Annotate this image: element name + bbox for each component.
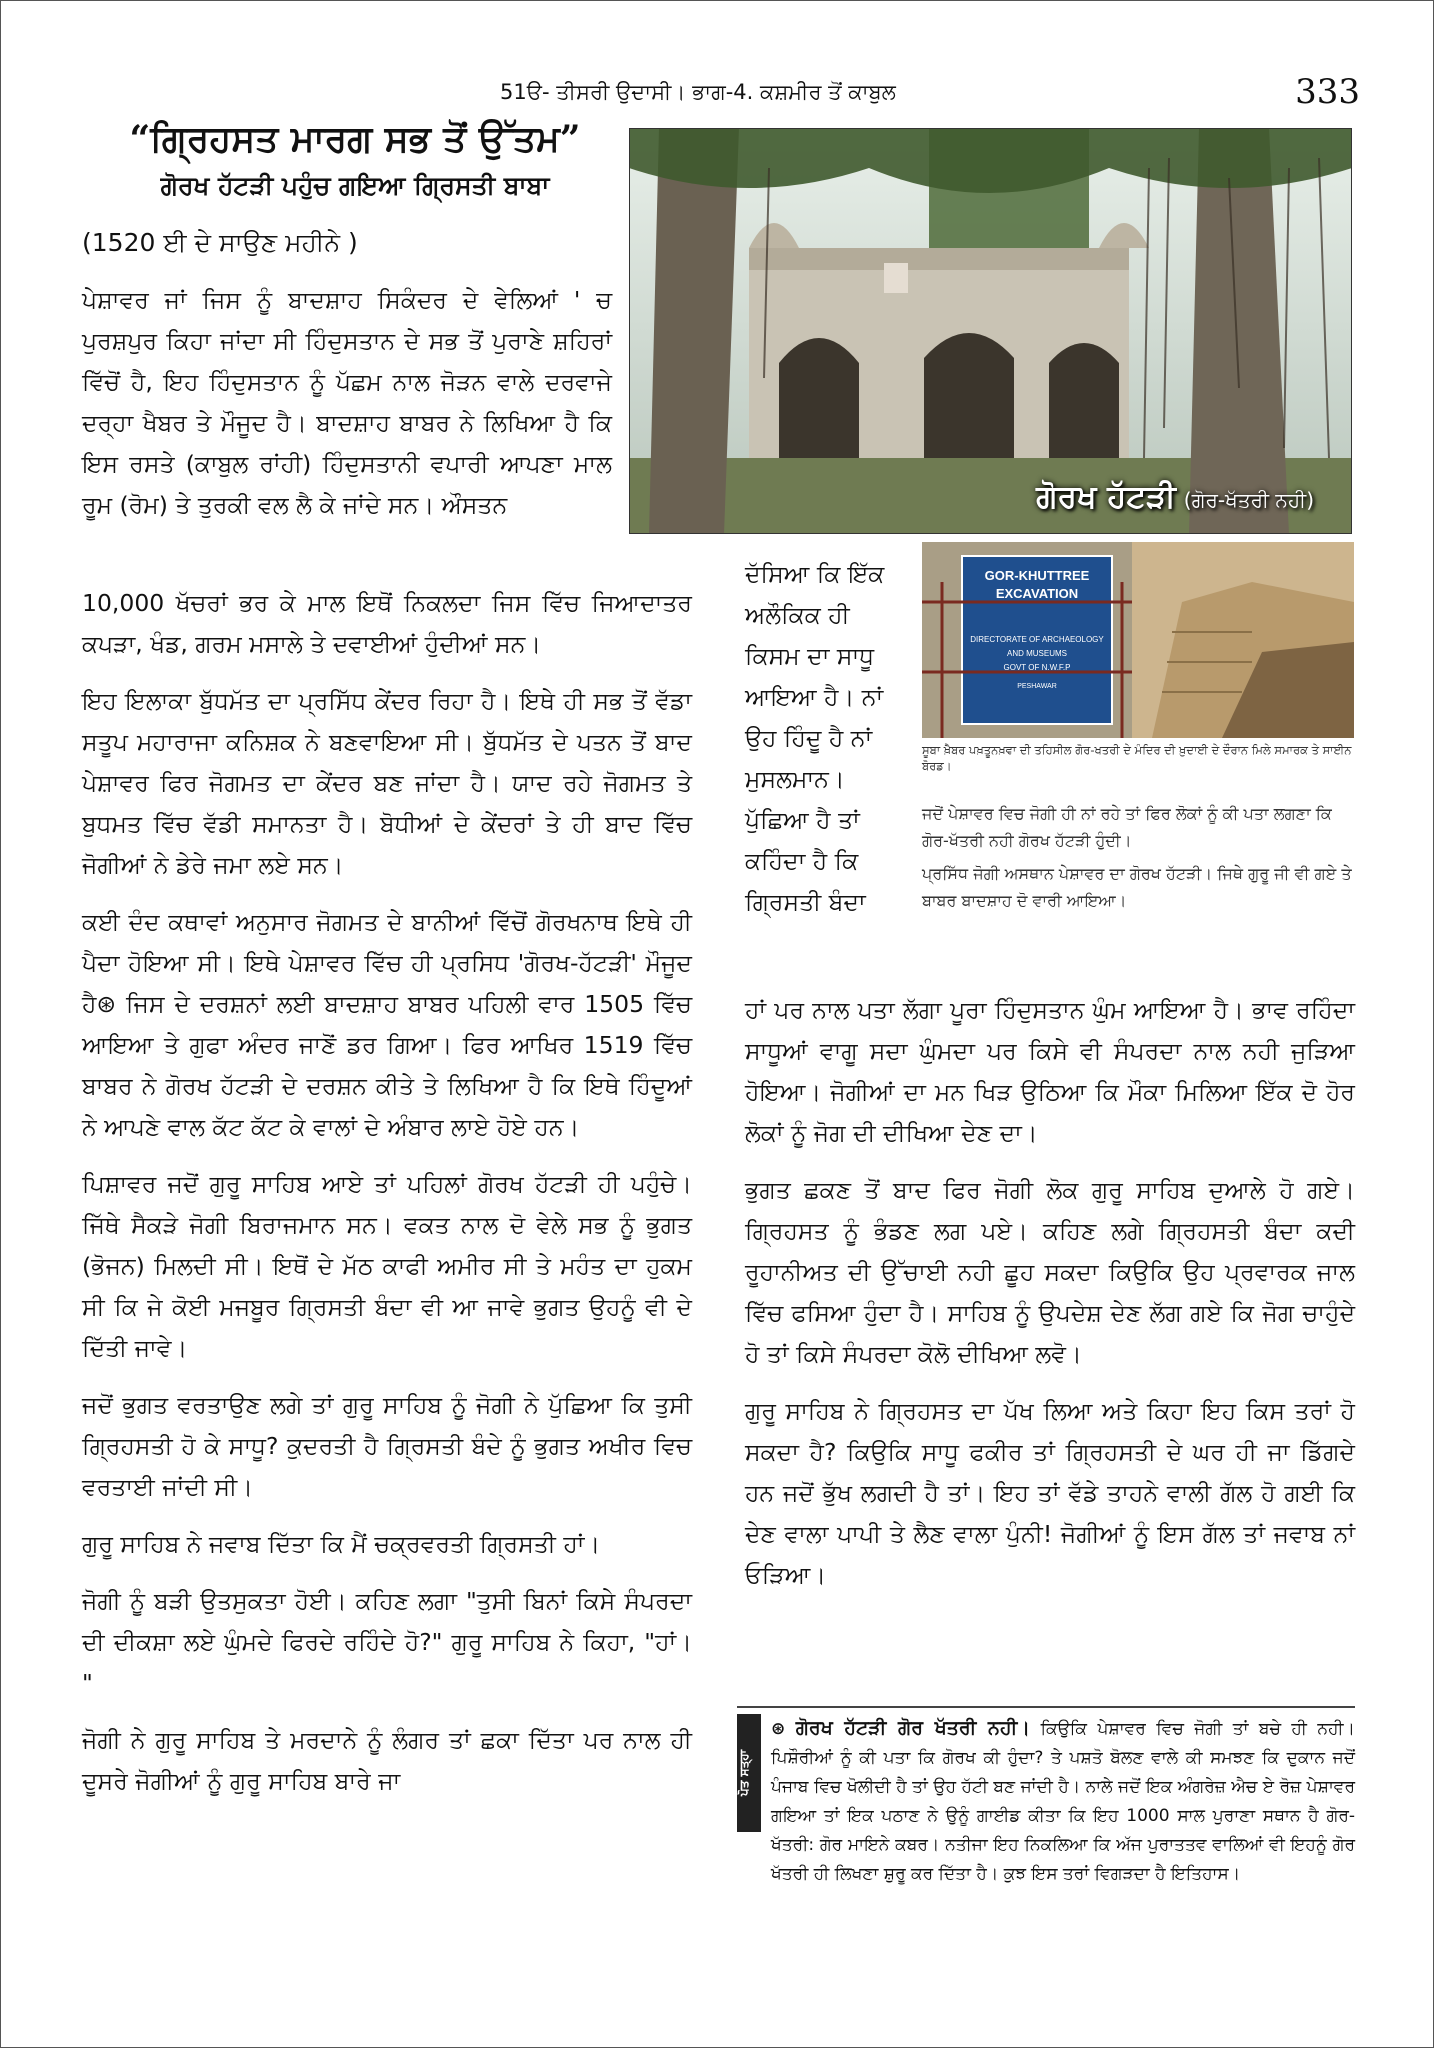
paragraph: ਹਾਂ ਪਰ ਨਾਲ ਪਤਾ ਲੱਗਾ ਪੂਰਾ ਹਿੰਦੁਸਤਾਨ ਘੁੰਮ ਆਇਆ ਹੈ। ਭਾਵ ਰਹਿੰਦਾ ਸਾਧੂਆਂ ਵਾਗੂ ਸਦਾ ਘੁੰਮਦਾ ਪਰ ਕਿਸੇ ਵੀ ਸੰਪਰਦਾ ਨਾਲ ਨਹੀ ਜੁੜਿਆ ਹੋਇਆ। ਜੋਗੀਆਂ ਦਾ ਮਨ ਖਿੜ ਉਠਿਆ ਕਿ ਮੌਕਾ ਮਿਲਿਆ ਇੱਕ ਦੋ ਹੋਰ ਲੋਕਾਂ ਨੂੰ ਜੋਗ ਦੀ ਦੀਖਿਆ ਦੇਣ ਦਾ। — [745, 996, 1355, 1147]
side-note: ਪ੍ਰਸਿੱਧ ਜੋਗੀ ਅਸਥਾਨ ਪੇਸ਼ਾਵਰ ਦਾ ਗੋਰਖ ਹੱਟੜੀ। ਜਿਥੇ ਗੁਰੂ ਜੀ ਵੀ ਗਏ ਤੇ ਬਾਬਰ ਬਾਦਸ਼ਾਹ ਦੋ ਵਾਰੀ ਆਇਆ। — [922, 864, 1352, 910]
side-notes — [922, 800, 1354, 920]
sign-line-2: EXCAVATION — [995, 586, 1079, 601]
paragraph: ਦੱਸਿਆ ਕਿ ਇੱਕ ਅਲੌਕਿਕ ਹੀ ਕਿਸਮ ਦਾ ਸਾਧੂ ਆਇਆ ਹੈ। ਨਾਂ ਉਹ ਹਿੰਦੂ ਹੈ ਨਾਂ ਮੁਸਲਮਾਨ। ਪੁੱਛਿਆ ਹੈ ਤਾਂ ਕਹਿੰਦਾ ਹੈ ਕਿ ਗ੍ਰਿਸਤੀ ਬੰਦਾ — [745, 560, 885, 916]
paragraph: ਜੋਗੀ ਨੂੰ ਬੜੀ ਉਤਸੁਕਤਾ ਹੋਈ। ਕਹਿਣ ਲਗਾ "ਤੁਸੀ ਬਿਨਾਂ ਕਿਸੇ ਸੰਪਰਦਾ ਦੀ ਦੀਕਸ਼ਾ ਲਏ ਘੁੰਮਦੇ ਫਿਰਦੇ ਰਹਿੰਦੇ ਹੋ?" ਗੁਰੂ ਸਾਹਿਬ ਨੇ ਕਿਹਾ, "ਹਾਂ। " — [82, 1587, 692, 1697]
paragraph: ਗੁਰੂ ਸਾਹਿਬ ਨੇ ਜਵਾਬ ਦਿੱਤਾ ਕਿ ਮੈਂ ਚਕ੍ਰਵਰਤੀ ਗ੍ਰਿਸਤੀ ਹਾਂ। — [82, 1530, 601, 1558]
temple-illustration — [629, 128, 1352, 534]
running-header — [500, 72, 1360, 122]
paragraph: ਪੇਸ਼ਾਵਰ ਜਾਂ ਜਿਸ ਨੂੰ ਬਾਦਸ਼ਾਹ ਸਿਕੰਦਰ ਦੇ ਵੇਲਿਆਂ ' ਚ ਪੁਰਸ਼ਪੁਰ ਕਿਹਾ ਜਾਂਦਾ ਸੀ ਹਿੰਦੁਸਤਾਨ ਦੇ ਸਭ ਤੋਂ ਪੁਰਾਣੇ ਸ਼ਹਿਰਾਂ ਵਿੱਚੋਂ ਹੈ, ਇਹ ਹਿੰਦੁਸਤਾਨ ਨੂੰ ਪੱਛਮ ਨਾਲ ਜੋੜਨ ਵਾਲੇ ਦਰਵਾਜੇ ਦਰ੍ਹਾ ਖੈਬਰ ਤੇ ਮੌਜੂਦ ਹੈ। ਬਾਦਸ਼ਾਹ ਬਾਬਰ ਨੇ ਲਿਖਿਆ ਹੈ ਕਿ ਇਸ ਰਸਤੇ (ਕਾਬੁਲ ਰਾਂਹੀ) ਹਿੰਦੁਸਤਾਨੀ ਵਪਾਰੀ ਆਪਣਾ ਮਾਲ ਰੂਮ (ਰੋਮ) ਤੇ ਤੁਰਕੀ ਵਲ ਲੈ ਕੇ ਜਾਂਦੇ ਸਨ। ਔਸਤਨ — [82, 286, 612, 519]
paragraph: ਕਈ ਦੰਦ ਕਥਾਵਾਂ ਅਨੁਸਾਰ ਜੋਗਮਤ ਦੇ ਬਾਨੀਆਂ ਵਿੱਚੋਂ ਗੋਰਖਨਾਥ ਇਥੇ ਹੀ ਪੈਦਾ ਹੋਇਆ ਸੀ। ਇਥੇ ਪੇਸ਼ਾਵਰ ਵਿੱਚ ਹੀ ਪ੍ਰਸਿਧ 'ਗੋਰਖ-ਹੱਟੜੀ' ਮੌਜੂਦ ਹੈ⊛ ਜਿਸ ਦੇ ਦਰਸ਼ਨਾਂ ਲਈ ਬਾਦਸ਼ਾਹ ਬਾਬਰ ਪਹਿਲੀ ਵਾਰ 1505 ਵਿੱਚ ਆਇਆ ਤੇ ਗੁਫਾ ਅੰਦਰ ਜਾਣੋਂ ਡਰ ਗਿਆ। ਫਿਰ ਆਖਿਰ 1519 ਵਿੱਚ ਬਾਬਰ ਨੇ ਗੋਰਖ ਹੱਟੜੀ ਦੇ ਦਰਸ਼ਨ ਕੀਤੇ ਤੇ ਲਿਖਿਆ ਹੈ ਕਿ ਇਥੇ ਹਿੰਦੂਆਂ ਨੇ ਆਪਣੇ ਵਾਲ ਕੱਟ ਕੱਟ ਕੇ ਵਾਲਾਂ ਦੇ ਅੰਬਾਰ ਲਾਏ ਹੋਏ ਹਨ। — [82, 908, 692, 1141]
narrow-column — [745, 554, 905, 923]
dateline-wrap — [82, 228, 602, 258]
sign-line-4: AND MUSEUMS — [1006, 649, 1068, 658]
page-number: 333 — [1295, 72, 1360, 112]
sign-line-5: GOVT OF N.W.F.P — [1003, 663, 1071, 672]
running-title: 51ੳ- ਤੀਸਰੀ ਉਦਾਸੀ। ਭਾਗ-4. ਕਸ਼ਮੀਰ ਤੋਂ ਕਾਬੁਲ — [500, 80, 896, 104]
article-title: “ਗ੍ਰਿਹਸਤ ਮਾਰਗ ਸਭ ਤੋਂ ਉੱਤਮ” — [129, 118, 581, 160]
paragraph: ਪਿਸ਼ਾਵਰ ਜਦੋਂ ਗੁਰੂ ਸਾਹਿਬ ਆਏ ਤਾਂ ਪਹਿਲਾਂ ਗੋਰਖ ਹੱਟੜੀ ਹੀ ਪਹੁੰਚੇ। ਜਿੱਥੇ ਸੈਕੜੇ ਜੋਗੀ ਬਿਰਾਜਮਾਨ ਸਨ। ਵਕਤ ਨਾਲ ਦੋ ਵੇਲੇ ਸਭ ਨੂੰ ਭੁਗਤ (ਭੋਜਨ) ਮਿਲਦੀ ਸੀ। ਇਥੋਂ ਦੇ ਮੱਠ ਕਾਫੀ ਅਮੀਰ ਸੀ ਤੇ ਮਹੰਤ ਦਾ ਹੁਕਮ ਸੀ ਕਿ ਜੇ ਕੋਈ ਮਜਬੂਰ ਗ੍ਰਿਸਤੀ ਬੰਦਾ ਵੀ ਆ ਜਾਵੇ ਭੁਗਤ ਉਹਨੂੰ ਵੀ ਦੇ ਦਿੱਤੀ ਜਾਵੇ। — [82, 1170, 692, 1362]
note-box-text: ਕਿਉਕਿ ਪੇਸ਼ਾਵਰ ਵਿਚ ਜੋਗੀ ਤਾਂ ਬਚੇ ਹੀ ਨਹੀ। ਪਿਸ਼ੌਰੀਆਂ ਨੂੰ ਕੀ ਪਤਾ ਕਿ ਗੋਰਖ ਕੀ ਹੁੰਦਾ? ਤੇ ਪਸ਼ਤੋ ਬੋਲਣ ਵਾਲੇ ਕੀ ਸਮਝਣ ਕਿ ਦੁਕਾਨ ਜਦੋਂ ਪੰਜਾਬ ਵਿਚ ਖੋਲੀਦੀ ਹੈ ਤਾਂ ਉਹ ਹੱਟੀ ਬਣ ਜਾਂਦੀ ਹੈ। ਨਾਲੇ ਜਦੋਂ ਇਕ ਅੰਗਰੇਜ਼ ਐਚ ਏ ਰੋਜ਼ ਪੇਸ਼ਾਵਰ ਗਇਆ ਤਾਂ ਇਕ ਪਠਾਣ ਨੇ ਉਨੂੰ ਗਾਈਡ ਕੀਤਾ ਕਿ ਇਹ 1000 ਸਾਲ ਪੁਰਾਣਾ ਸਥਾਨ ਹੈ ਗੋਰ- ਖੱਤਰੀ: ਗੋਰ ਮਾਇਨੇ ਕਬਰ। ਨਤੀਜਾ ਇਹ ਨਿਕਲਿਆ ਕਿ ਅੱਜ ਪੁਰਾਤਤਵ ਵਾਲਿਆਂ ਵੀ ਇਹਨੂੰ ਗੋਰ ਖੱਤਰੀ ਹੀ ਲਿਖਣਾ ਸ਼ੁਰੂ ਕਰ ਦਿੱਤਾ ਹੈ। ਕੁਝ ਇਸ ਤਰਾਂ ਵਿਗੜਦਾ ਹੈ ਇਤਿਹਾਸ। — [771, 1719, 1356, 1884]
photo-caption-sub: (ਗੋਰ-ਖੱਤਰੀ ਨਹੀ) — [1183, 488, 1314, 512]
paragraph: ਜੋਗੀ ਨੇ ਗੁਰੂ ਸਾਹਿਬ ਤੇ ਮਰਦਾਨੇ ਨੂੰ ਲੰਗਰ ਤਾਂ ਛਕਾ ਦਿੱਤਾ ਪਰ ਨਾਲ ਹੀ ਦੂਸਰੇ ਜੋਗੀਆਂ ਨੂੰ ਗੁਰੂ ਸਾਹਿਬ ਬਾਰੇ ਜਾ — [82, 1726, 692, 1795]
left-column-top — [82, 280, 612, 526]
paragraph: ਇਹ ਇਲਾਕਾ ਬੁੱਧਮੱਤ ਦਾ ਪ੍ਰਸਿੱਧ ਕੇਂਦਰ ਰਿਹਾ ਹੈ। ਇਥੇ ਹੀ ਸਭ ਤੋਂ ਵੱਡਾ ਸਤੂਪ ਮਹਾਰਾਜਾ ਕਨਿਸ਼ਕ ਨੇ ਬਣਵਾਇਆ ਸੀ। ਬੁੱਧਮੱਤ ਦੇ ਪਤਨ ਤੋਂ ਬਾਦ ਪੇਸ਼ਾਵਰ ਫਿਰ ਜੋਗਮਤ ਦਾ ਕੇਂਦਰ ਬਣ ਜਾਂਦਾ ਹੈ। ਯਾਦ ਰਹੇ ਜੋਗਮਤ ਤੇ ਬੁਧਮਤ ਵਿੱਚ ਵੱਡੀ ਸਮਾਨਤਾ ਹੈ। ਬੋਧੀਆਂ ਦੇ ਕੇਂਦਰਾਂ ਤੇ ਹੀ ਬਾਦ ਵਿੱਚ ਜੋਗੀਆਂ ਨੇ ਡੇਰੇ ਜਮਾ ਲਏ ਸਨ। — [82, 687, 692, 879]
photo-caption — [1036, 479, 1314, 516]
excavation-photo — [922, 542, 1354, 738]
left-column-main — [82, 583, 692, 1818]
dateline: (1520 ਈ ਦੇ ਸਾਉਣ ਮਹੀਨੇ ) — [82, 228, 358, 257]
side-note: ਜਦੋਂ ਪੇਸ਼ਾਵਰ ਵਿਚ ਜੋਗੀ ਹੀ ਨਾਂ ਰਹੇ ਤਾਂ ਫਿਰ ਲੋਕਾਂ ਨੂੰ ਕੀ ਪਤਾ ਲਗਣਾ ਕਿ ਗੋਰ-ਖੱਤਰੀ ਨਹੀ ਗੋਰਖ ਹੱਟੜੀ ਹੁੰਦੀ। — [922, 804, 1332, 850]
gorakh-hattri-photo — [629, 128, 1352, 534]
photo-caption-title: ਗੋਰਖ ਹੱਟੜੀ — [1036, 479, 1176, 515]
paragraph: ਗੁਰੂ ਸਾਹਿਬ ਨੇ ਗ੍ਰਿਹਸਤ ਦਾ ਪੱਖ ਲਿਆ ਅਤੇ ਕਿਹਾ ਇਹ ਕਿਸ ਤਰਾਂ ਹੋ ਸਕਦਾ ਹੈ? ਕਿਉਕਿ ਸਾਧੂ ਫਕੀਰ ਤਾਂ ਗ੍ਰਿਹਸਤੀ ਦੇ ਘਰ ਹੀ ਜਾ ਡਿੱਗਦੇ ਹਨ ਜਦੋਂ ਭੁੱਖ ਲਗਦੀ ਹੈ ਤਾਂ। ਇਹ ਤਾਂ ਵੱਡੇ ਤਾਹਨੇ ਵਾਲੀ ਗੱਲ ਹੋ ਗਈ ਕਿ ਦੇਣ ਵਾਲਾ ਪਾਪੀ ਤੇ ਲੈਣ ਵਾਲਾ ਪੁੰਨੀ! ਜੋਗੀਆਂ ਨੂੰ ਇਸ ਗੱਲ ਤਾਂ ਜਵਾਬ ਨਾਂ ਓੜਿਆ। — [745, 1397, 1355, 1589]
article-heading — [100, 118, 610, 201]
excavation-photo-caption: ਸੂਬਾ ਖ਼ੈਬਰ ਪਖ਼ਤੂਨਖ਼ਵਾ ਦੀ ਤਹਿਸੀਲ ਗੋਰ-ਖਤਰੀ ਦੇ ਮੰਦਿਰ ਦੀ ਖ਼ੁਦਾਈ ਦੇ ਦੌਰਾਨ ਮਿਲੇ ਸਮਾਰਕ ਤੇ ਸਾਈਨ ਬੋਰਡ। — [922, 743, 1352, 773]
note-box-tag: ਪੋਤ ਸਤ੍ਹਾ — [737, 1714, 761, 1832]
sign-line-6: PESHAWAR — [1017, 683, 1057, 690]
right-column-main — [745, 990, 1355, 1612]
sign-line-1: GOR-KHUTTREE — [984, 568, 1090, 583]
note-box-lead: ਗੋਰਖ ਹੱਟੜੀ ਗੋਰ ਖੱਤਰੀ ਨਹੀ। — [795, 1717, 1031, 1739]
excavation-illustration — [922, 542, 1354, 738]
paragraph: 10,000 ਖੱਚਰਾਂ ਭਰ ਕੇ ਮਾਲ ਇਥੋਂ ਨਿਕਲਦਾ ਜਿਸ ਵਿੱਚ ਜਿਆਦਾਤਰ ਕਪੜਾ, ਖੰਡ, ਗਰਮ ਮਸਾਲੇ ਤੇ ਦਵਾਈਆਂ ਹੁੰਦੀਆਂ ਸਨ। — [82, 589, 692, 658]
note-box — [737, 1706, 1355, 1958]
article-subtitle: ਗੋਰਖ ਹੱਟੜੀ ਪਹੁੰਚ ਗਇਆ ਗ੍ਰਿਸਤੀ ਬਾਬਾ — [160, 171, 550, 200]
asterisk-bullet-icon: ⊛ — [771, 1719, 786, 1739]
paragraph: ਭੁਗਤ ਛਕਣ ਤੋਂ ਬਾਦ ਫਿਰ ਜੋਗੀ ਲੋਕ ਗੁਰੂ ਸਾਹਿਬ ਦੁਆਲੇ ਹੋ ਗਏ। ਗ੍ਰਿਹਸਤ ਨੂੰ ਭੰਡਣ ਲਗ ਪਏ। ਕਹਿਣ ਲਗੇ ਗ੍ਰਿਹਸਤੀ ਬੰਦਾ ਕਦੀ ਰੂਹਾਨੀਅਤ ਦੀ ਉੱਚਾਈ ਨਹੀ ਛੂਹ ਸਕਦਾ ਕਿਉਕਿ ਉਹ ਪ੍ਰਵਾਰਕ ਜਾਲ ਵਿੱਚ ਫਸਿਆ ਹੁੰਦਾ ਹੈ। ਸਾਹਿਬ ਨੂੰ ਉਪਦੇਸ਼ ਦੇਣ ਲੱਗ ਗਏ ਕਿ ਜੋਗ ਚਾਹੁੰਦੇ ਹੋ ਤਾਂ ਕਿਸੇ ਸੰਪਰਦਾ ਕੋਲੋ ਦੀਖਿਆ ਲਵੋ। — [745, 1176, 1355, 1368]
note-box-body — [771, 1714, 1355, 1889]
sign-line-3: DIRECTORATE OF ARCHAEOLOGY — [970, 635, 1104, 644]
paragraph: ਜਦੋਂ ਭੁਗਤ ਵਰਤਾਉਣ ਲਗੇ ਤਾਂ ਗੁਰੂ ਸਾਹਿਬ ਨੂੰ ਜੋਗੀ ਨੇ ਪੁੱਛਿਆ ਕਿ ਤੁਸੀ ਗ੍ਰਿਹਸਤੀ ਹੋ ਕੇ ਸਾਧੂ? ਕੁਦਰਤੀ ਹੈ ਗ੍ਰਿਸਤੀ ਬੰਦੇ ਨੂੰ ਭੁਗਤ ਅਖੀਰ ਵਿਚ ਵਰਤਾਈ ਜਾਂਦੀ ਸੀ। — [82, 1391, 692, 1501]
